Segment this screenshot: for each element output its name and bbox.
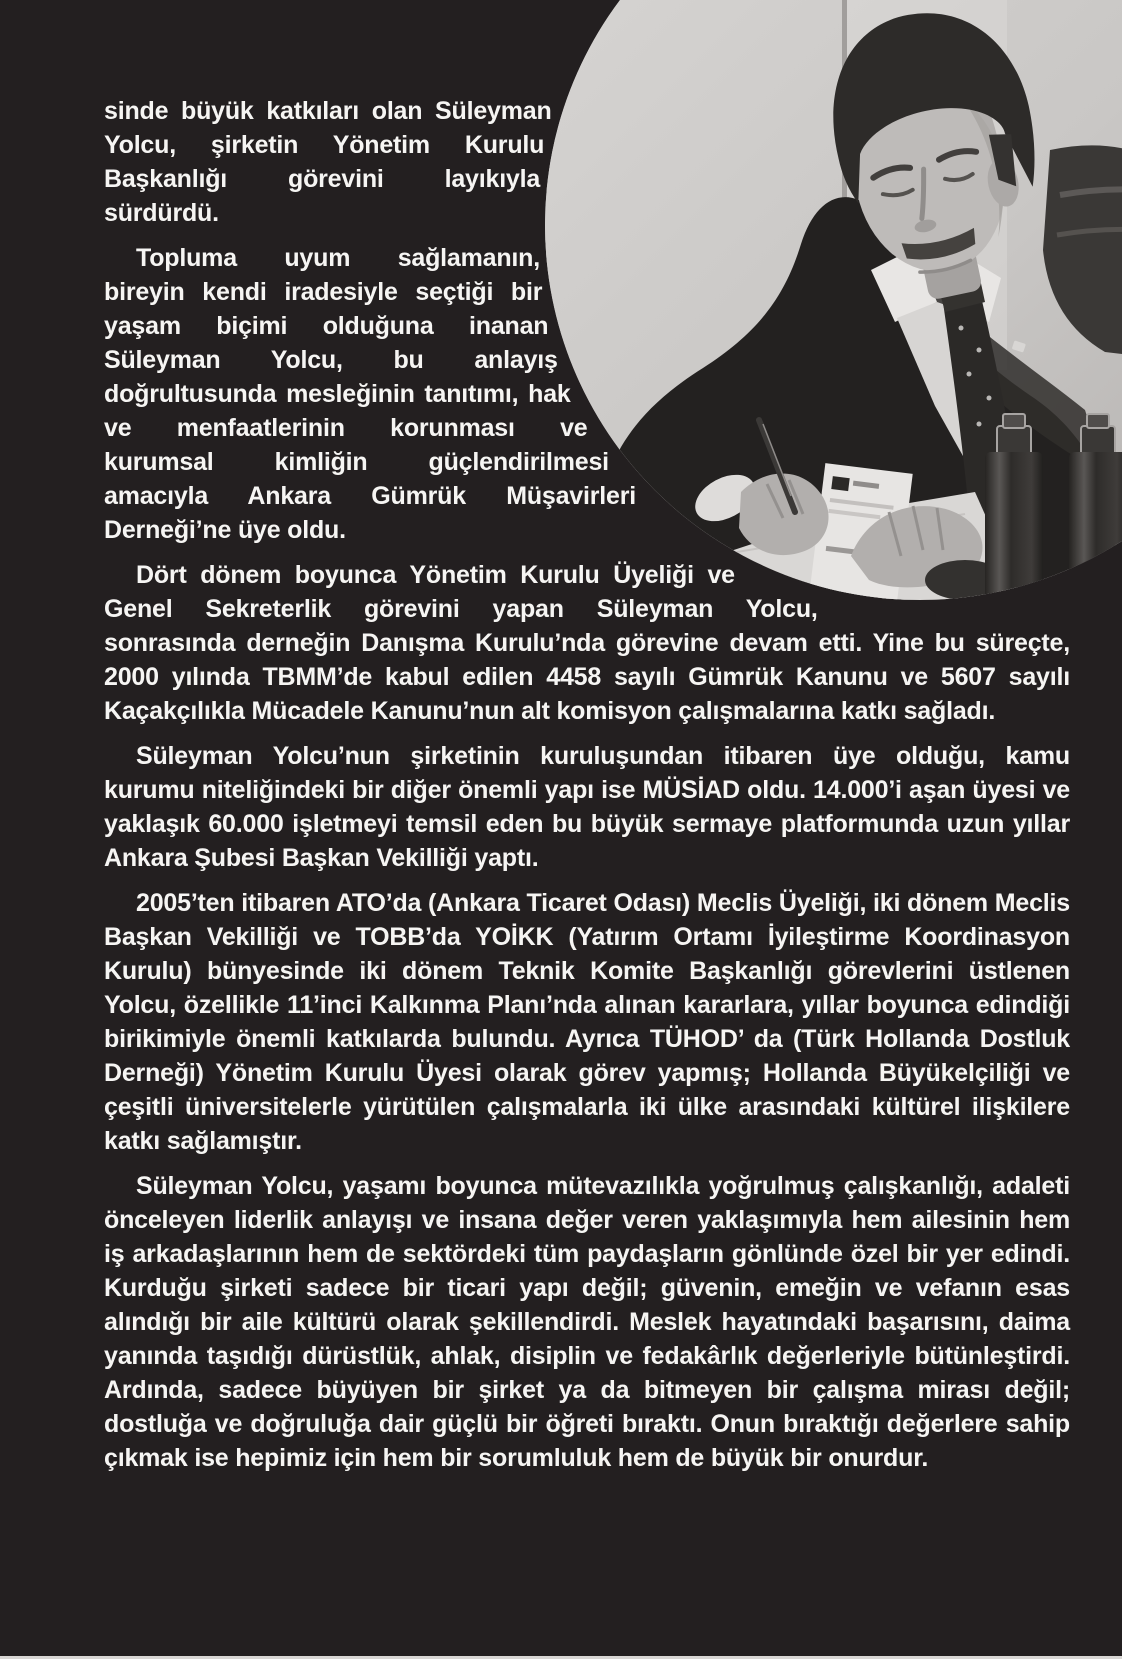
paragraph-4: Süleyman Yolcu’nun şirketinin kuruluşundan itibaren üye olduğu, kamu kurumu niteliğindeki bir diğer önemli yapı ise MÜSİAD oldu. 14.000’i aşan üyesi ve yaklaşık 60.000 işletmeyi temsil eden bu büyük sermaye platformunda uzun yıllar Ankara Şubesi Başkan Vekilliği yaptı. — [104, 742, 1070, 872]
paragraph-5: 2005’ten itibaren ATO’da (Ankara Ticaret Odası) Meclis Üyeliği, iki dönem Meclis Başkan Vekilliği ve TOBB’da YOİKK (Yatırım Ortamı İyileştirme Koordinasyon Kurulu) bünyesinde iki dönem Teknik Komite Başkanlığı görevlerini üstlenen Yolcu, özellikle 11’inci Kalkınma Planı’nda alınan kararlara, yıllar boyunca edindiği birikimiyle önemli katkılarda bulundu. Ayrıca TÜHOD’ da (Türk Hollanda Dostluk Derneği) Yönetim Kurulu Üyesi olarak görev yapmış; Hollanda Büyükelçiliği ve çeşitli üniversitelerle yürütülen çalışmalarla iki ülke arasındaki kültürel ilişkilere katkı sağlamıştır. — [104, 889, 1070, 1155]
paragraph-1: sinde büyük katkıları olan Süleyman Yolcu, şirketin Yönetim Kurulu Başkanlığı görevini layıkıyla sürdürdü. — [104, 97, 552, 227]
paragraph-3: Dört dönem boyunca Yönetim Kurulu Üyeliği ve Genel Sekreterlik görevini yapan Süleyman Yolcu, sonrasında derneğin Danışma Kurulu’nda görevine devam etti. Yine bu süreçte, 2000 yılında TBMM’de kabul edilen 4458 sayılı Gümrük Kanunu ve 5607 sayılı Kaçakçılıkla Mücadele Kanunu’nun alt komisyon çalışmalarına katkı sağladı. — [104, 561, 1070, 725]
paragraph-2: Topluma uyum sağlamanın, bireyin kendi iradesiyle seçtiği bir yaşam biçimi olduğuna inanan Süleyman Yolcu, bu anlayış doğrultusunda mesleğinin tanıtımı, hak ve menfaatlerinin korunması ve kurumsal kimliğin güçlendirilmesi amacıyla Ankara Gümrük Müşavirleri Derneği’ne üye oldu. — [104, 244, 637, 544]
body-text — [104, 94, 1070, 1486]
photo-text-wrap-spacer — [540, 94, 1070, 606]
paragraph-6: Süleyman Yolcu, yaşamı boyunca mütevazılıkla yoğrulmuş çalışkanlığı, adaleti önceleyen liderlik anlayışı ve insana değer veren yaklaşımıyla hem ailesinin hem iş arkadaşlarının hem de sektördeki tüm paydaşların gönlünde özel bir yer edindi. Kurduğu şirketi sadece bir ticari yapı değil; güvenin, emeğin ve vefanın esas alındığı bir aile kültürü olarak şekillendirdi. Meslek hayatındaki başarısını, daima yanında taşıdığı dürüstlük, ahlak, disiplin ve fedakârlık değerleriyle bütünleştirdi. Ardında, sadece büyüyen bir şirket ya da bitmeyen bir çalışma mirası değil; dostluğa ve doğruluğa dair güçlü bir öğreti bıraktı. Onun bıraktığı değerlere sahip çıkmak ise hepimiz için hem bir sorumluluk hem de büyük bir onurdur. — [104, 1172, 1070, 1472]
